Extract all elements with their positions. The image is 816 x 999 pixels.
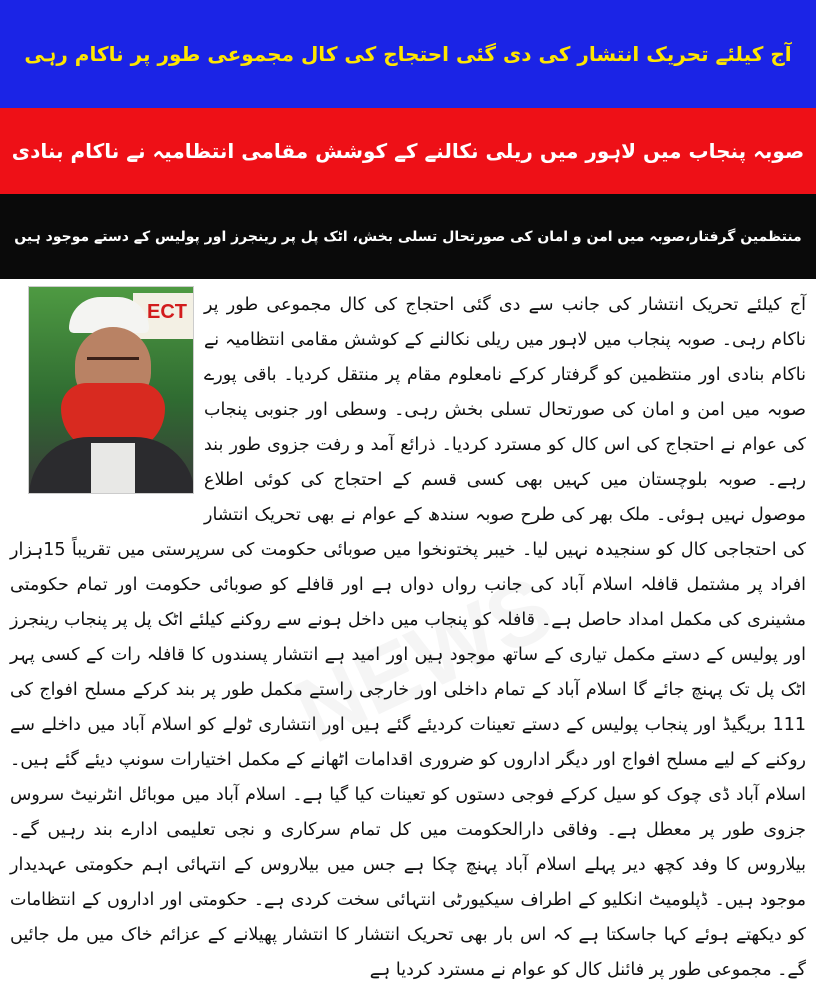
article-text: آج کیلئے تحریک انتشار کی جانب سے دی گئی احتجاج کی کال مجموعی طور پر ناکام رہی۔ صوبہ پنجاب میں لاہور میں ریلی نکالنے کے کوشش مقامی انتظامیہ نے ناکام بنادی اور منتظمین کو گرفتار کرکے نامعلوم مقام پر منتقل کردیا۔ باقی پورے صوبہ میں امن و امان کی صورتحال تسلی بخش رہی۔ وسطی اور جنوبی پنجاب کی عوام نے احتجاج کی اس کال کو مسترد کردیا۔ ذرائع آمد و رفت جزوی طور بند رہے۔ صوبہ بلوچستان میں کہیں بھی کسی قسم کے احتجاج کی کوئی اطلاع موصول نہیں ہوئی۔ ملک بھر کی طرح صوبہ سندھ کے عوام نے بھی تحریک انتشار کی احتجاجی کال کو سنجیدہ نہیں لیا۔ خیبر پختونخوا میں صوبائی حکومت کی سرپرستی میں تقریباً 15ہزار افراد پر مشتمل قافلہ اسلام آباد کی جانب رواں دواں ہے اور قافلے کو صوبائی حکومت اور تمام حکومتی مشینری کی مکمل امداد حاصل ہے۔ قافلہ کو پنجاب میں داخل ہونے سے روکنے کیلئے اٹک پل پر پنجاب رینجرز اور پولیس کے دستے مکمل تیاری کے ساتھ موجود ہیں اور امید ہے انتشار پسندوں کا قافلہ رات کے کسی پہر اٹک پل تک پہنچ جائے گا اسلام آباد کے تمام داخلی اور خارجی راستے مکمل طور پر بند کرکے مسلح افواج کی 111 بریگیڈ اور پنجاب پولیس کے دستے تعینات کردیئے گئے ہیں اور انتشاری ٹولے کو اسلام آباد میں داخلے سے روکنے کے لیے مسلح افواج اور دیگر اداروں کو ضروری اقدامات اٹھانے کے مکمل اختیارات سونپ دیئے گئے ہیں۔ اسلام آباد ڈی چوک کو سیل کرکے فوجی دستوں کو تعینات کیا گیا ہے۔ اسلام آباد میں موبائل انٹرنیٹ سروس جزوی طور پر معطل ہے۔ وفاقی دارالحکومت میں کل تمام سرکاری و نجی تعلیمی ادارے بند رہیں گے۔ بیلاروس کا وفد کچھ دیر پہلے اسلام آباد پہنچ چکا ہے جس میں بیلاروس کے انتہائی اہم حکومتی عہدیدار موجود ہیں۔ ڈپلومیٹ انکلیو کے اطراف سیکیورٹی انتہائی سخت کردی ہے۔ حکومتی اور اداروں کے انتظامات کو دیکھتے ہوئے کہا جاسکتا ہے کہ اس بار بھی تحریک انتشار کا انتشار پھیلانے کے عزائم خاک میں مل جائیں گے۔ مجموعی طور پر فائنل کال کو عوام نے مسترد کردیا ہے bbox=[10, 295, 806, 980]
headline-red bbox=[0, 108, 816, 194]
headline-red-text: صوبہ پنجاب میں لاہور میں ریلی نکالنے کے کوشش مقامی انتظامیہ نے ناکام بنادی bbox=[11, 139, 805, 163]
photo-spacer bbox=[10, 288, 204, 502]
headline-black-text: منتظمین گرفتار،صوبہ میں امن و امان کی صورتحال تسلی بخش، اٹک پل پر رینجرز اور پولیس کے دستے موجود ہیں bbox=[14, 228, 802, 245]
headline-blue-text: آج کیلئے تحریک انتشار کی دی گئی احتجاج کی کال مجموعی طور پر ناکام رہی bbox=[24, 42, 792, 66]
background-sign-text: ECT bbox=[147, 301, 187, 323]
headline-black bbox=[0, 194, 816, 282]
article-body bbox=[10, 288, 806, 992]
headline-blue bbox=[0, 0, 816, 108]
